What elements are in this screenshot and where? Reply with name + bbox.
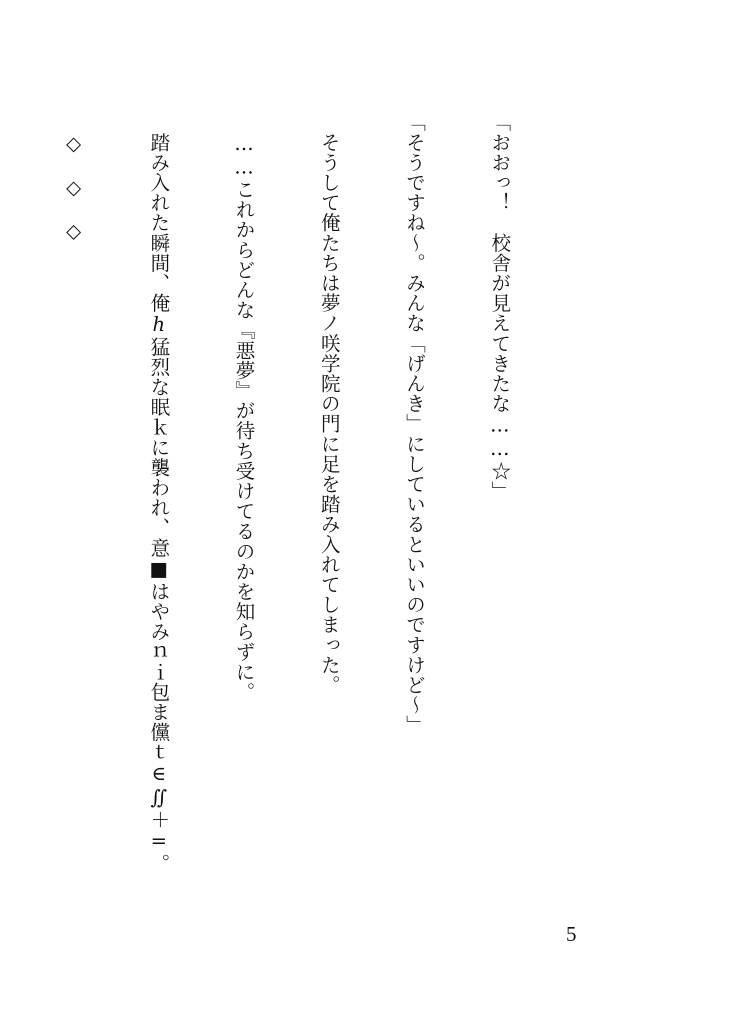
vertical-text-body	[0, 112, 570, 902]
page-number: 5	[566, 922, 577, 946]
text-line-2: 「そうですね～。みんな「げんき」にしているといいのですけど～」	[402, 112, 426, 736]
text-line-7	[0, 112, 2, 902]
text-line-4: ……これからどんな『悪夢』が待ち受けてるのかを知らずに。	[232, 112, 256, 702]
text-line-1: 「おおっ！ 校舎が見えてきたな……☆」	[488, 112, 512, 501]
text-line-3: そうして俺たちは夢ノ咲学院の門に足を踏み入れてしまった。	[317, 112, 341, 695]
text-line-5: 踏み入れた瞬間、俺ℎ猛烈な眠ｋに襲われ、意■はやみｎｉ包ま儻ｔ∈∬＋=。	[147, 112, 171, 874]
scene-break: ◇ ◇ ◇	[62, 112, 86, 244]
